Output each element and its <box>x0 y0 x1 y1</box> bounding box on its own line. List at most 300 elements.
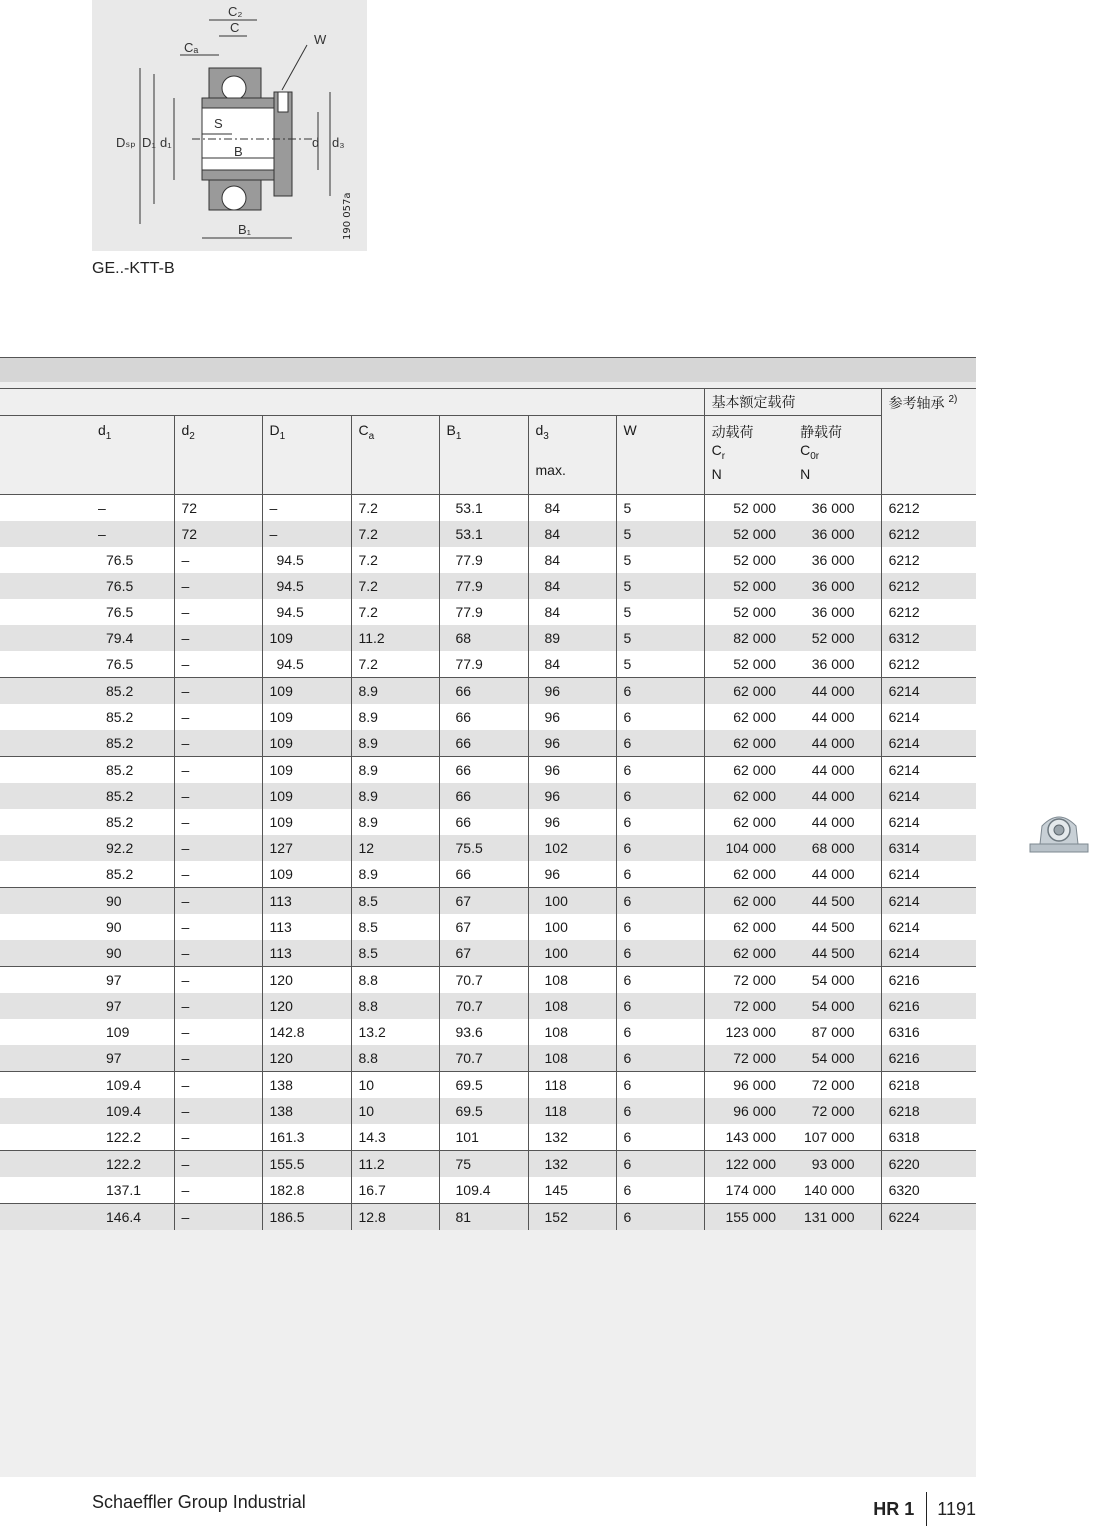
table-top-band <box>0 357 976 382</box>
cell-ca: 10 <box>351 1072 439 1099</box>
cell-d2: – <box>174 730 262 757</box>
cell-ca: 11.2 <box>351 1151 439 1178</box>
cell-d1: – <box>262 495 351 522</box>
cell-cr: 62 000 <box>704 940 793 967</box>
cell-ref: 6212 <box>881 573 976 599</box>
footer-section: HR 1 <box>873 1498 915 1519</box>
cell-d2: – <box>174 809 262 835</box>
cell-ca: 7.2 <box>351 651 439 678</box>
cell-d3: 108 <box>528 1019 616 1045</box>
cell-d1: 113 <box>262 940 351 967</box>
footer-page-number: 1191 <box>937 1498 976 1519</box>
table-row <box>0 704 976 730</box>
cell-ca: 8.9 <box>351 678 439 705</box>
cell-d2: – <box>174 1098 262 1124</box>
cell-d1: 120 <box>262 993 351 1019</box>
cell-d2: – <box>174 1019 262 1045</box>
cell-d1: 94.5 <box>262 599 351 625</box>
cell-d2: – <box>174 651 262 678</box>
figure-caption: GE..-KTT-B <box>92 260 175 277</box>
cell-b1: 66 <box>439 704 528 730</box>
cell-w: 6 <box>616 1098 704 1124</box>
cell-ref: 6216 <box>881 993 976 1019</box>
cell-ca: 12 <box>351 835 439 861</box>
cell-cr: 155 000 <box>704 1204 793 1231</box>
cell-ref: 6318 <box>881 1124 976 1151</box>
table-column-header <box>0 416 976 495</box>
cell-c0r: 44 000 <box>793 861 881 888</box>
cell-w: 6 <box>616 1019 704 1045</box>
cell-d3: 118 <box>528 1072 616 1099</box>
cell-c0r: 131 000 <box>793 1204 881 1231</box>
cell-d1: 85.2 <box>0 809 174 835</box>
cell-b1: 69.5 <box>439 1098 528 1124</box>
cell-cr: 72 000 <box>704 967 793 994</box>
cell-w: 6 <box>616 730 704 757</box>
cell-w: 5 <box>616 521 704 547</box>
cell-d2: – <box>174 940 262 967</box>
cell-c0r: 140 000 <box>793 1177 881 1204</box>
cell-d3: 102 <box>528 835 616 861</box>
cell-b1: 75.5 <box>439 835 528 861</box>
cell-w: 6 <box>616 861 704 888</box>
col-header-d2: $d_2$ <box>174 416 262 495</box>
cell-d1: 161.3 <box>262 1124 351 1151</box>
cell-d2: 72 <box>174 495 262 522</box>
cell-c0r: 44 500 <box>793 888 881 915</box>
cell-d1: 85.2 <box>0 861 174 888</box>
dim-label-ca: Cₐ <box>184 40 199 55</box>
cell-c0r: 36 000 <box>793 495 881 522</box>
cell-cr: 96 000 <box>704 1098 793 1124</box>
cell-ref: 6214 <box>881 678 976 705</box>
cell-cr: 82 000 <box>704 625 793 651</box>
cell-w: 5 <box>616 599 704 625</box>
cell-d2: – <box>174 704 262 730</box>
cell-d1: 138 <box>262 1072 351 1099</box>
cell-b1: 81 <box>439 1204 528 1231</box>
table-row <box>0 809 976 835</box>
cell-cr: 62 000 <box>704 888 793 915</box>
cell-d3: 96 <box>528 809 616 835</box>
cell-c0r: 44 000 <box>793 757 881 784</box>
cell-d1: 109 <box>262 730 351 757</box>
cell-cr: 62 000 <box>704 757 793 784</box>
cell-c0r: 72 000 <box>793 1072 881 1099</box>
pillow-block-bearing-icon <box>1028 810 1090 854</box>
cell-cr: 143 000 <box>704 1124 793 1151</box>
cell-d1: 92.2 <box>0 835 174 861</box>
cell-d3: 108 <box>528 1045 616 1072</box>
cell-ca: 14.3 <box>351 1124 439 1151</box>
cell-ca: 8.9 <box>351 704 439 730</box>
cell-d3: 84 <box>528 547 616 573</box>
cell-d2: – <box>174 914 262 940</box>
cell-ca: 11.2 <box>351 625 439 651</box>
cell-ref: 6316 <box>881 1019 976 1045</box>
cell-ref: 6214 <box>881 704 976 730</box>
cell-ref: 6216 <box>881 1045 976 1072</box>
col-header-d3: $d_3$ max. <box>528 416 616 495</box>
cell-cr: 62 000 <box>704 678 793 705</box>
cell-c0r: 44 000 <box>793 730 881 757</box>
col-header-D1: $D_1$ <box>262 416 351 495</box>
cell-ref: 6214 <box>881 783 976 809</box>
cell-b1: 67 <box>439 888 528 915</box>
table-row <box>0 599 976 625</box>
cell-b1: 75 <box>439 1151 528 1178</box>
cell-d2: – <box>174 1177 262 1204</box>
col-header-w: W <box>616 416 704 495</box>
cell-d3: 84 <box>528 495 616 522</box>
cell-w: 6 <box>616 993 704 1019</box>
table-row <box>0 730 976 757</box>
cell-c0r: 44 000 <box>793 809 881 835</box>
cell-ca: 10 <box>351 1098 439 1124</box>
cell-d1: 109.4 <box>0 1072 174 1099</box>
cell-ca: 8.8 <box>351 993 439 1019</box>
cell-c0r: 44 000 <box>793 704 881 730</box>
cell-d3: 118 <box>528 1098 616 1124</box>
cell-d2: – <box>174 678 262 705</box>
dim-label-s: S <box>214 116 223 131</box>
header-basic-load: 基本额定载荷 <box>704 389 881 416</box>
cell-d3: 96 <box>528 678 616 705</box>
cell-ca: 8.5 <box>351 888 439 915</box>
cell-ref: 6214 <box>881 888 976 915</box>
cell-d1: 109 <box>262 757 351 784</box>
cell-ca: 8.9 <box>351 861 439 888</box>
footer-divider <box>926 1492 927 1526</box>
cell-ca: 7.2 <box>351 521 439 547</box>
footer-page-info <box>873 1492 976 1526</box>
table-row <box>0 521 976 547</box>
cell-b1: 68 <box>439 625 528 651</box>
cell-ref: 6218 <box>881 1072 976 1099</box>
cell-b1: 67 <box>439 940 528 967</box>
cell-d2: – <box>174 757 262 784</box>
cell-d1: 127 <box>262 835 351 861</box>
cell-d1: 94.5 <box>262 573 351 599</box>
table-row <box>0 547 976 573</box>
cell-c0r: 54 000 <box>793 967 881 994</box>
dim-label-d3: d₃ <box>332 135 345 150</box>
cell-cr: 122 000 <box>704 1151 793 1178</box>
cell-d3: 96 <box>528 783 616 809</box>
dim-label-dsp: Dₛₚ <box>116 135 136 150</box>
bearing-drawing <box>92 0 367 251</box>
cell-cr: 62 000 <box>704 783 793 809</box>
cell-w: 6 <box>616 1151 704 1178</box>
cell-d2: – <box>174 835 262 861</box>
cell-w: 6 <box>616 835 704 861</box>
cell-cr: 62 000 <box>704 730 793 757</box>
dimension-table <box>0 388 976 1230</box>
table-row <box>0 1072 976 1099</box>
cell-b1: 77.9 <box>439 547 528 573</box>
table-row <box>0 1019 976 1045</box>
cell-w: 6 <box>616 809 704 835</box>
cell-w: 6 <box>616 1124 704 1151</box>
cell-d2: – <box>174 783 262 809</box>
cell-d3: 100 <box>528 914 616 940</box>
cell-cr: 96 000 <box>704 1072 793 1099</box>
cell-w: 6 <box>616 783 704 809</box>
cell-ca: 8.9 <box>351 757 439 784</box>
table-row <box>0 1177 976 1204</box>
cell-ref: 6212 <box>881 547 976 573</box>
figure-code: 190 057a <box>342 192 353 240</box>
cell-c0r: 36 000 <box>793 599 881 625</box>
table-row <box>0 861 976 888</box>
cell-ca: 8.9 <box>351 783 439 809</box>
cell-cr: 62 000 <box>704 861 793 888</box>
cell-c0r: 107 000 <box>793 1124 881 1151</box>
cell-d3: 96 <box>528 757 616 784</box>
table-row <box>0 940 976 967</box>
table-row <box>0 1045 976 1072</box>
cell-cr: 72 000 <box>704 1045 793 1072</box>
cell-cr: 72 000 <box>704 993 793 1019</box>
cell-ca: 8.5 <box>351 940 439 967</box>
cell-ref: 6314 <box>881 835 976 861</box>
cell-w: 6 <box>616 888 704 915</box>
cell-ca: 8.5 <box>351 914 439 940</box>
cell-w: 6 <box>616 757 704 784</box>
cell-c0r: 44 500 <box>793 914 881 940</box>
col-header-Ca: $C_a$ <box>351 416 439 495</box>
cell-b1: 66 <box>439 861 528 888</box>
cell-d2: – <box>174 1072 262 1099</box>
cell-cr: 62 000 <box>704 704 793 730</box>
cell-d1: 97 <box>0 967 174 994</box>
table-row <box>0 835 976 861</box>
cell-d3: 108 <box>528 967 616 994</box>
cell-d3: 132 <box>528 1151 616 1178</box>
cell-b1: 70.7 <box>439 993 528 1019</box>
cell-w: 6 <box>616 967 704 994</box>
cell-b1: 66 <box>439 757 528 784</box>
cell-d3: 84 <box>528 599 616 625</box>
cell-c0r: 87 000 <box>793 1019 881 1045</box>
table-row <box>0 1124 976 1151</box>
cell-d1: 109.4 <box>0 1098 174 1124</box>
cell-c0r: 54 000 <box>793 993 881 1019</box>
cell-ca: 8.8 <box>351 967 439 994</box>
cell-d1: 90 <box>0 914 174 940</box>
bearing-cross-section-svg <box>92 0 367 251</box>
cell-ref: 6214 <box>881 757 976 784</box>
table-row <box>0 1204 976 1231</box>
header-ref-bearing: 参考轴承 $^{2)}$ <box>881 389 976 495</box>
cell-d1: 79.4 <box>0 625 174 651</box>
cell-d1: 109 <box>0 1019 174 1045</box>
cell-ca: 7.2 <box>351 599 439 625</box>
cell-b1: 67 <box>439 914 528 940</box>
cell-b1: 77.9 <box>439 573 528 599</box>
cell-ref: 6212 <box>881 521 976 547</box>
cell-w: 5 <box>616 573 704 599</box>
cell-d2: – <box>174 547 262 573</box>
cell-b1: 69.5 <box>439 1072 528 1099</box>
cell-cr: 174 000 <box>704 1177 793 1204</box>
cell-cr: 52 000 <box>704 521 793 547</box>
cell-b1: 66 <box>439 783 528 809</box>
cell-w: 6 <box>616 914 704 940</box>
cell-d2: – <box>174 1204 262 1231</box>
cell-d1: 142.8 <box>262 1019 351 1045</box>
cell-b1: 70.7 <box>439 967 528 994</box>
cell-ref: 6320 <box>881 1177 976 1204</box>
cell-d1: 138 <box>262 1098 351 1124</box>
cell-w: 5 <box>616 495 704 522</box>
cell-ca: 12.8 <box>351 1204 439 1231</box>
cell-ref: 6224 <box>881 1204 976 1231</box>
cell-d1: – <box>0 495 174 522</box>
dim-label-w: W <box>314 32 327 47</box>
table-row <box>0 625 976 651</box>
cell-d2: – <box>174 1124 262 1151</box>
cell-d2: – <box>174 1045 262 1072</box>
cell-d1: – <box>0 521 174 547</box>
cell-ref: 6214 <box>881 730 976 757</box>
cell-w: 5 <box>616 547 704 573</box>
cell-d3: 145 <box>528 1177 616 1204</box>
cell-ref: 6214 <box>881 861 976 888</box>
cell-c0r: 54 000 <box>793 1045 881 1072</box>
cell-cr: 52 000 <box>704 573 793 599</box>
col-header-cr: 动载荷 $C_r$ N <box>704 416 793 495</box>
cell-d1: 109 <box>262 809 351 835</box>
cell-c0r: 44 000 <box>793 783 881 809</box>
cell-d2: – <box>174 599 262 625</box>
cell-d1: 113 <box>262 888 351 915</box>
cell-cr: 52 000 <box>704 495 793 522</box>
cell-d3: 96 <box>528 730 616 757</box>
cell-d3: 132 <box>528 1124 616 1151</box>
cell-d1: 186.5 <box>262 1204 351 1231</box>
table-row <box>0 573 976 599</box>
cell-d1: 85.2 <box>0 704 174 730</box>
cell-d2: 72 <box>174 521 262 547</box>
cell-c0r: 44 500 <box>793 940 881 967</box>
cell-b1: 66 <box>439 809 528 835</box>
cell-ref: 6216 <box>881 967 976 994</box>
cell-d3: 84 <box>528 651 616 678</box>
cell-d1: – <box>262 521 351 547</box>
dim-label-b: B <box>234 144 243 159</box>
cell-c0r: 72 000 <box>793 1098 881 1124</box>
cell-d3: 108 <box>528 993 616 1019</box>
cell-d3: 89 <box>528 625 616 651</box>
col-header-c0r: 静载荷 $C_{0r}$ N <box>793 416 881 495</box>
footer-company: Schaeffler Group Industrial <box>92 1492 306 1512</box>
cell-ca: 8.9 <box>351 809 439 835</box>
cell-w: 6 <box>616 940 704 967</box>
cell-d1: 76.5 <box>0 651 174 678</box>
col-header-d1: $d_1$ <box>0 416 174 495</box>
cell-w: 6 <box>616 704 704 730</box>
cell-ref: 6212 <box>881 651 976 678</box>
cell-ref: 6214 <box>881 940 976 967</box>
cell-d3: 152 <box>528 1204 616 1231</box>
cell-b1: 53.1 <box>439 521 528 547</box>
cell-c0r: 68 000 <box>793 835 881 861</box>
cell-d1: 120 <box>262 1045 351 1072</box>
cell-d2: – <box>174 993 262 1019</box>
table-group-header <box>0 389 976 416</box>
cell-b1: 70.7 <box>439 1045 528 1072</box>
cell-c0r: 36 000 <box>793 521 881 547</box>
table-row <box>0 1151 976 1178</box>
table-row <box>0 993 976 1019</box>
cell-ca: 7.2 <box>351 573 439 599</box>
table-row <box>0 651 976 678</box>
dim-label-d1: d₁ <box>160 135 172 150</box>
cell-cr: 62 000 <box>704 914 793 940</box>
cell-ca: 8.8 <box>351 1045 439 1072</box>
cell-b1: 53.1 <box>439 495 528 522</box>
cell-b1: 101 <box>439 1124 528 1151</box>
cell-d1: 109 <box>262 704 351 730</box>
cell-d1: 97 <box>0 993 174 1019</box>
cell-d1: 85.2 <box>0 783 174 809</box>
cell-c0r: 36 000 <box>793 651 881 678</box>
cell-d1: 94.5 <box>262 651 351 678</box>
cell-w: 5 <box>616 651 704 678</box>
cell-ref: 6212 <box>881 495 976 522</box>
dim-label-c2: C₂ <box>228 4 243 19</box>
table-row <box>0 783 976 809</box>
cell-ref: 6214 <box>881 914 976 940</box>
cell-d1: 85.2 <box>0 757 174 784</box>
cell-d2: – <box>174 1151 262 1178</box>
cell-d3: 84 <box>528 573 616 599</box>
table-row <box>0 914 976 940</box>
cell-d1: 146.4 <box>0 1204 174 1231</box>
cell-d1: 90 <box>0 888 174 915</box>
cell-cr: 52 000 <box>704 547 793 573</box>
table-row <box>0 495 976 522</box>
cell-d3: 96 <box>528 704 616 730</box>
cell-d2: – <box>174 573 262 599</box>
cell-d1: 76.5 <box>0 599 174 625</box>
cell-cr: 62 000 <box>704 809 793 835</box>
cell-ref: 6218 <box>881 1098 976 1124</box>
cell-d1: 90 <box>0 940 174 967</box>
cell-cr: 123 000 <box>704 1019 793 1045</box>
cell-d2: – <box>174 861 262 888</box>
cell-d1: 76.5 <box>0 547 174 573</box>
cell-d2: – <box>174 888 262 915</box>
cell-d3: 84 <box>528 521 616 547</box>
cell-d1: 109 <box>262 783 351 809</box>
cell-cr: 104 000 <box>704 835 793 861</box>
cell-d1: 120 <box>262 967 351 994</box>
cell-c0r: 52 000 <box>793 625 881 651</box>
cell-w: 6 <box>616 678 704 705</box>
cell-d3: 100 <box>528 940 616 967</box>
cell-w: 6 <box>616 1204 704 1231</box>
dim-label-D1: D₁ <box>142 135 156 150</box>
table-row <box>0 1098 976 1124</box>
cell-b1: 93.6 <box>439 1019 528 1045</box>
dim-label-d: d <box>312 135 320 150</box>
cell-ref: 6214 <box>881 809 976 835</box>
cell-b1: 66 <box>439 678 528 705</box>
dim-label-c: C <box>230 20 240 35</box>
cell-d1: 122.2 <box>0 1151 174 1178</box>
